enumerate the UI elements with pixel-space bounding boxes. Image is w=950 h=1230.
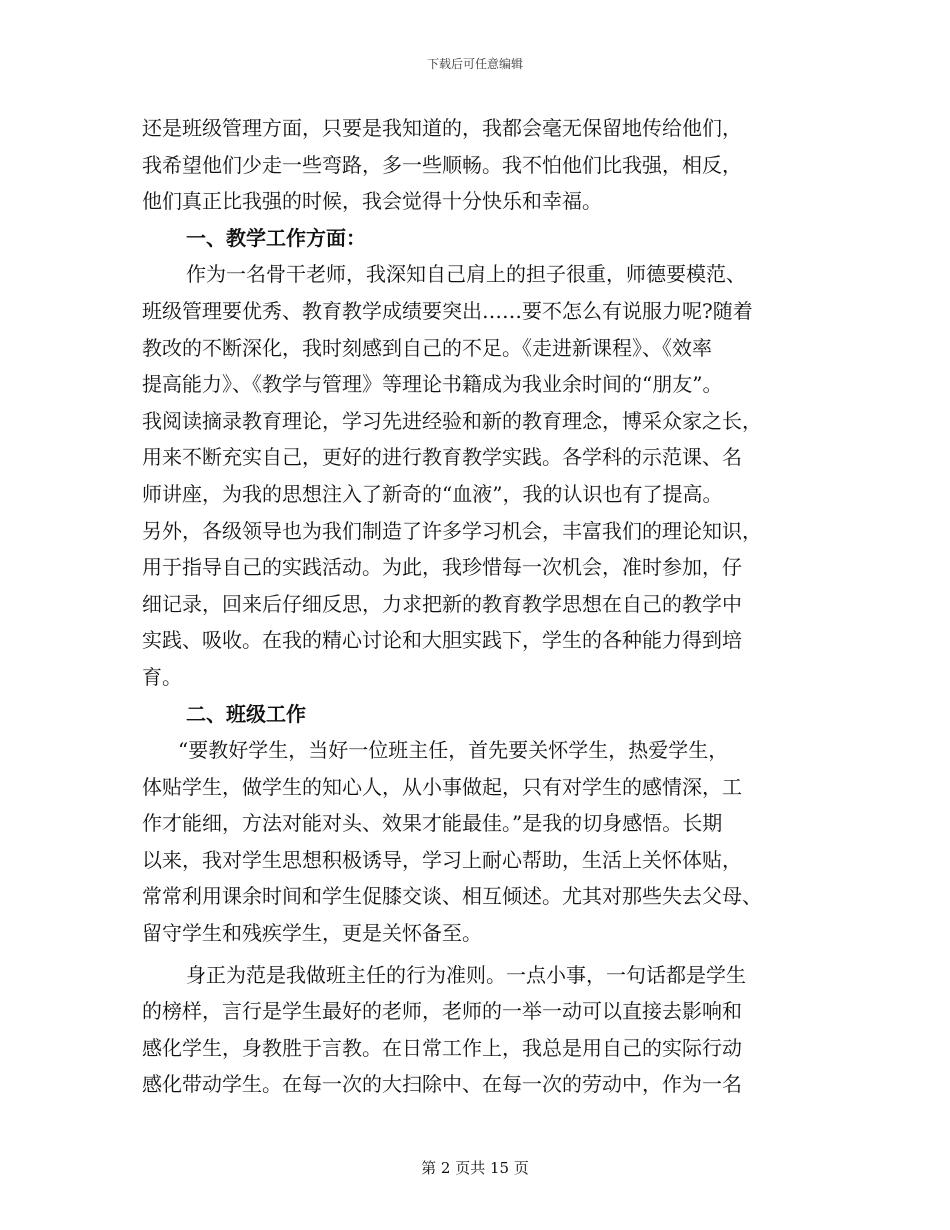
paragraph-first-line: 作为一名骨干老师，我深知自己肩上的担子很重，师德要模范、 (186, 262, 746, 287)
document-body (142, 110, 810, 1103)
text-line: 育。 (142, 664, 182, 689)
text-line: 的榜样，言行是学生最好的老师，老师的一举一动可以直接去影响和 (142, 999, 742, 1024)
paragraph-first-line: 身正为范是我做班主任的行为准则。一点小事，一句话都是学生 (186, 962, 746, 987)
text-line: 感化带动学生。在每一次的大扫除中、在每一次的劳动中，作为一名 (142, 1072, 742, 1097)
text-line: 以来，我对学生思想积极诱导，学习上耐心帮助，生活上关怀体贴， (142, 847, 742, 872)
text-line: 我希望他们少走一些弯路，多一些顺畅。我不怕他们比我强，相反， (142, 152, 742, 177)
section-heading-teaching: 一、教学工作方面： (186, 225, 366, 250)
text-line: 班级管理要优秀、教育教学成绩要突出……要不怎么有说服力呢?随着 (142, 298, 753, 323)
text-line: 用来不断充实自己，更好的进行教育教学实践。各学科的示范课、名 (142, 445, 742, 470)
text-line: 师讲座，为我的思想注入了新奇的“血液”，我的认识也有了提高。 (142, 481, 723, 506)
text-line: 教改的不断深化，我时刻感到自己的不足。《走进新课程》、《效率 (142, 335, 712, 360)
text-line: 提高能力》、《教学与管理》等理论书籍成为我业余时间的“朋友”。 (142, 372, 723, 397)
text-line: 另外，各级领导也为我们制造了许多学习机会，丰富我们的理论知识， (142, 518, 762, 543)
text-line: 常常利用课余时间和学生促膝交谈、相互倾述。尤其对那些失去父母、 (142, 884, 762, 909)
text-line: 感化学生，身教胜于言教。在日常工作上，我总是用自己的实际行动 (142, 1035, 742, 1060)
page-header: 下载后可任意编辑 (426, 57, 523, 71)
page-footer: 第 2 页共 15 页 (421, 1159, 529, 1177)
text-line: 作才能细，方法对能对头、效果才能最佳。”是我的切身感悟。长期 (142, 811, 723, 836)
text-line: 他们真正比我强的时候，我会觉得十分快乐和幸福。 (142, 189, 602, 214)
section-heading-class-work: 二、班级工作 (186, 701, 306, 726)
text-line: 我阅读摘录教育理论，学习先进经验和新的教育理念，博采众家之长， (142, 408, 762, 433)
text-line: 用于指导自己的实践活动。为此，我珍惜每一次机会，准时参加，仔 (142, 555, 742, 580)
text-line: 实践、吸收。在我的精心讨论和大胆实践下，学生的各种能力得到培 (142, 628, 742, 653)
text-line: 留守学生和残疾学生，更是关怀备至。 (142, 921, 482, 946)
paragraph-first-line: “要教好学生，当好一位班主任，首先要关怀学生，热爱学生， (178, 738, 729, 763)
text-line: 体贴学生，做学生的知心人，从小事做起，只有对学生的感情深，工 (142, 774, 742, 799)
text-line: 还是班级管理方面，只要是我知道的，我都会毫无保留地传给他们， (142, 116, 742, 140)
text-line: 细记录，回来后仔细反思，力求把新的教育教学思想在自己的教学中 (142, 591, 742, 616)
